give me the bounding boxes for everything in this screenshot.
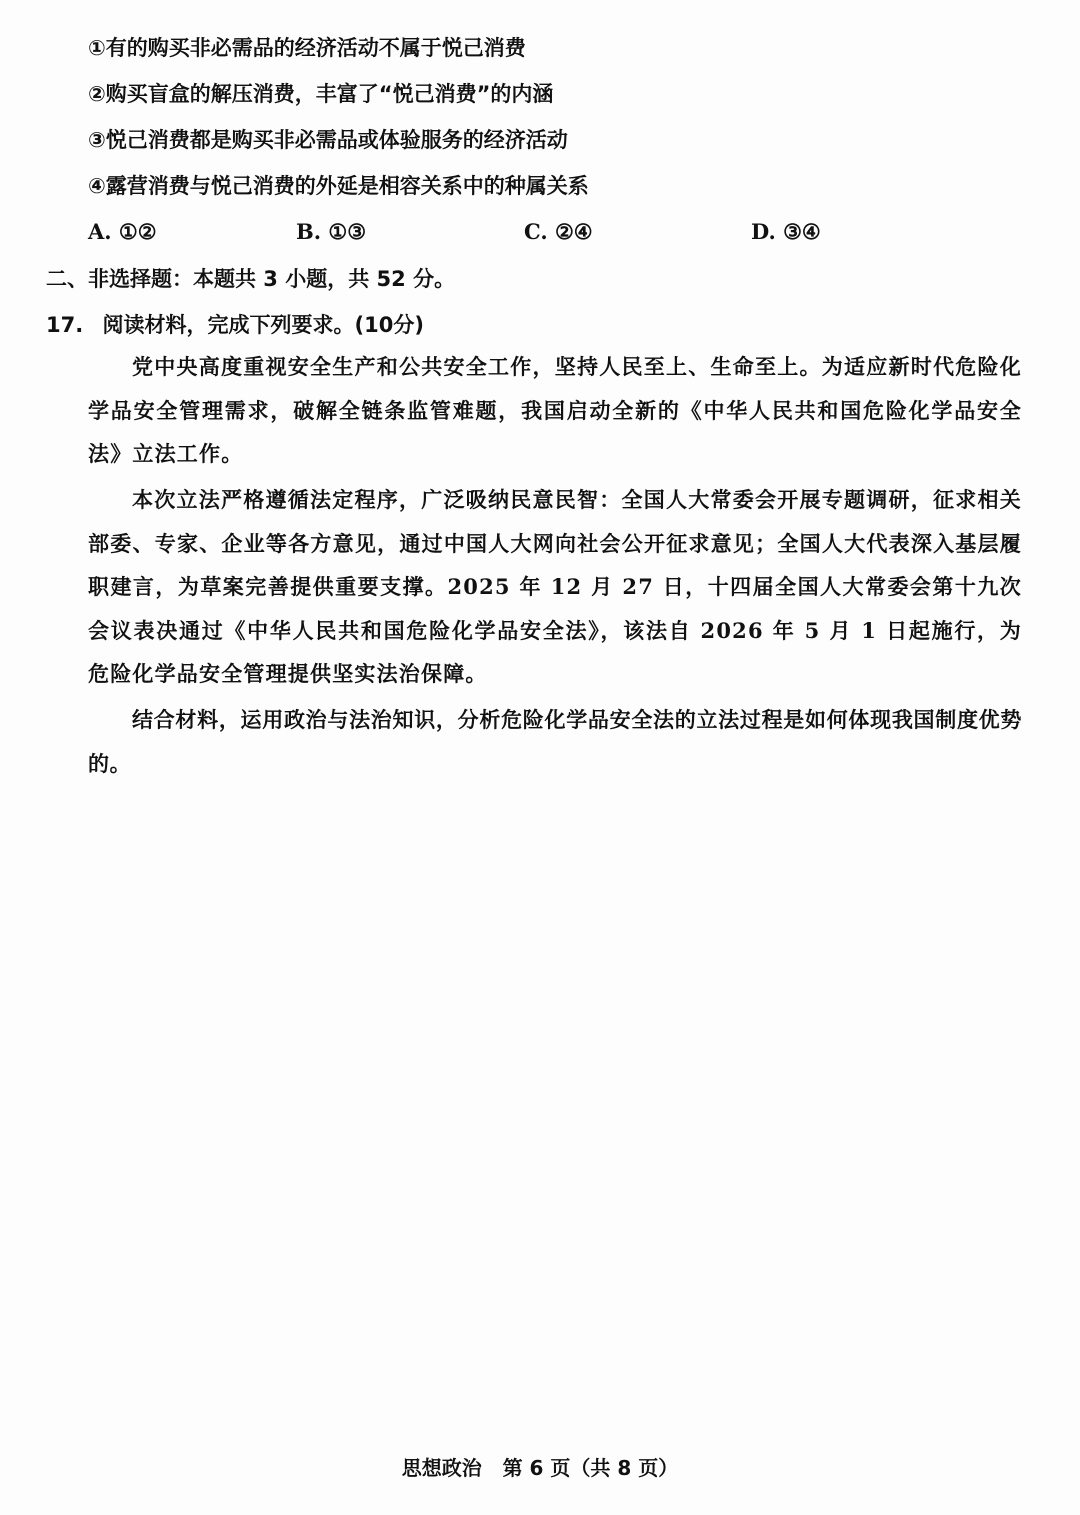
choice-d [751,218,821,246]
option-statement-4: ④露营消费与悦己消费的外延是相容关系中的种属关系 [88,174,589,198]
choice-b-letter: B. [296,219,322,244]
option-statement-2: ②购买盲盒的解压消费，丰富了“悦己消费”的内涵 [88,82,554,106]
choice-a [88,218,157,246]
choice-d-letter: D. [751,219,776,244]
option-statement-1: ①有的购买非必需品的经济活动不属于悦己消费 [88,36,526,60]
material-paragraph-2: 本次立法严格遵循法定程序，广泛吸纳民意民智：全国人大常委会开展专题调研，征求相关部委、专家、企业等各方意见，通过中国人大网向社会公开征求意见；全国人大代表深入基层履职建言，为草案完善提供重要支撑。2025 年 12 月 27 日，十四届全国人大常委会第十九次会议表决通过《中华人民共和国危险化学品安全法》，该法自 2026 年 5 月 1 日起施行，为危险化学品安全管理提供坚实法治保障。 [88,487,1022,686]
choice-c-letter: C. [524,219,548,244]
choice-b [296,218,366,246]
footer-subject: 思想政治 [401,1456,482,1480]
option-statement-3: ③悦己消费都是购买非必需品或体验服务的经济活动 [88,128,568,152]
choice-a-value: ①② [118,219,157,244]
material-paragraph-1: 党中央高度重视安全生产和公共安全工作，坚持人民至上、生命至上。为适应新时代危险化学品安全管理需求，破解全链条监管难题，我国启动全新的《中华人民共和国危险化学品安全法》立法工作。 [88,354,1022,466]
question-prompt: 阅读材料，完成下列要求。(10分) [102,313,424,337]
choice-b-value: ①③ [328,219,367,244]
choice-d-value: ③④ [783,219,821,244]
answer-choices [0,218,1080,246]
question-task: 结合材料，运用政治与法治知识，分析危险化学品安全法的立法过程是如何体现我国制度优势的。 [88,708,1022,776]
page-footer [0,1454,1080,1482]
section-heading: 二、非选择题：本题共 3 小题，共 52 分。 [46,267,456,291]
question-header [46,311,424,339]
choice-c-value: ②④ [554,219,593,244]
question-number: 17. [46,313,84,337]
footer-page-number: 第 6 页（共 8 页） [502,1456,679,1480]
choice-a-letter: A. [88,219,112,244]
choice-c [524,218,593,246]
